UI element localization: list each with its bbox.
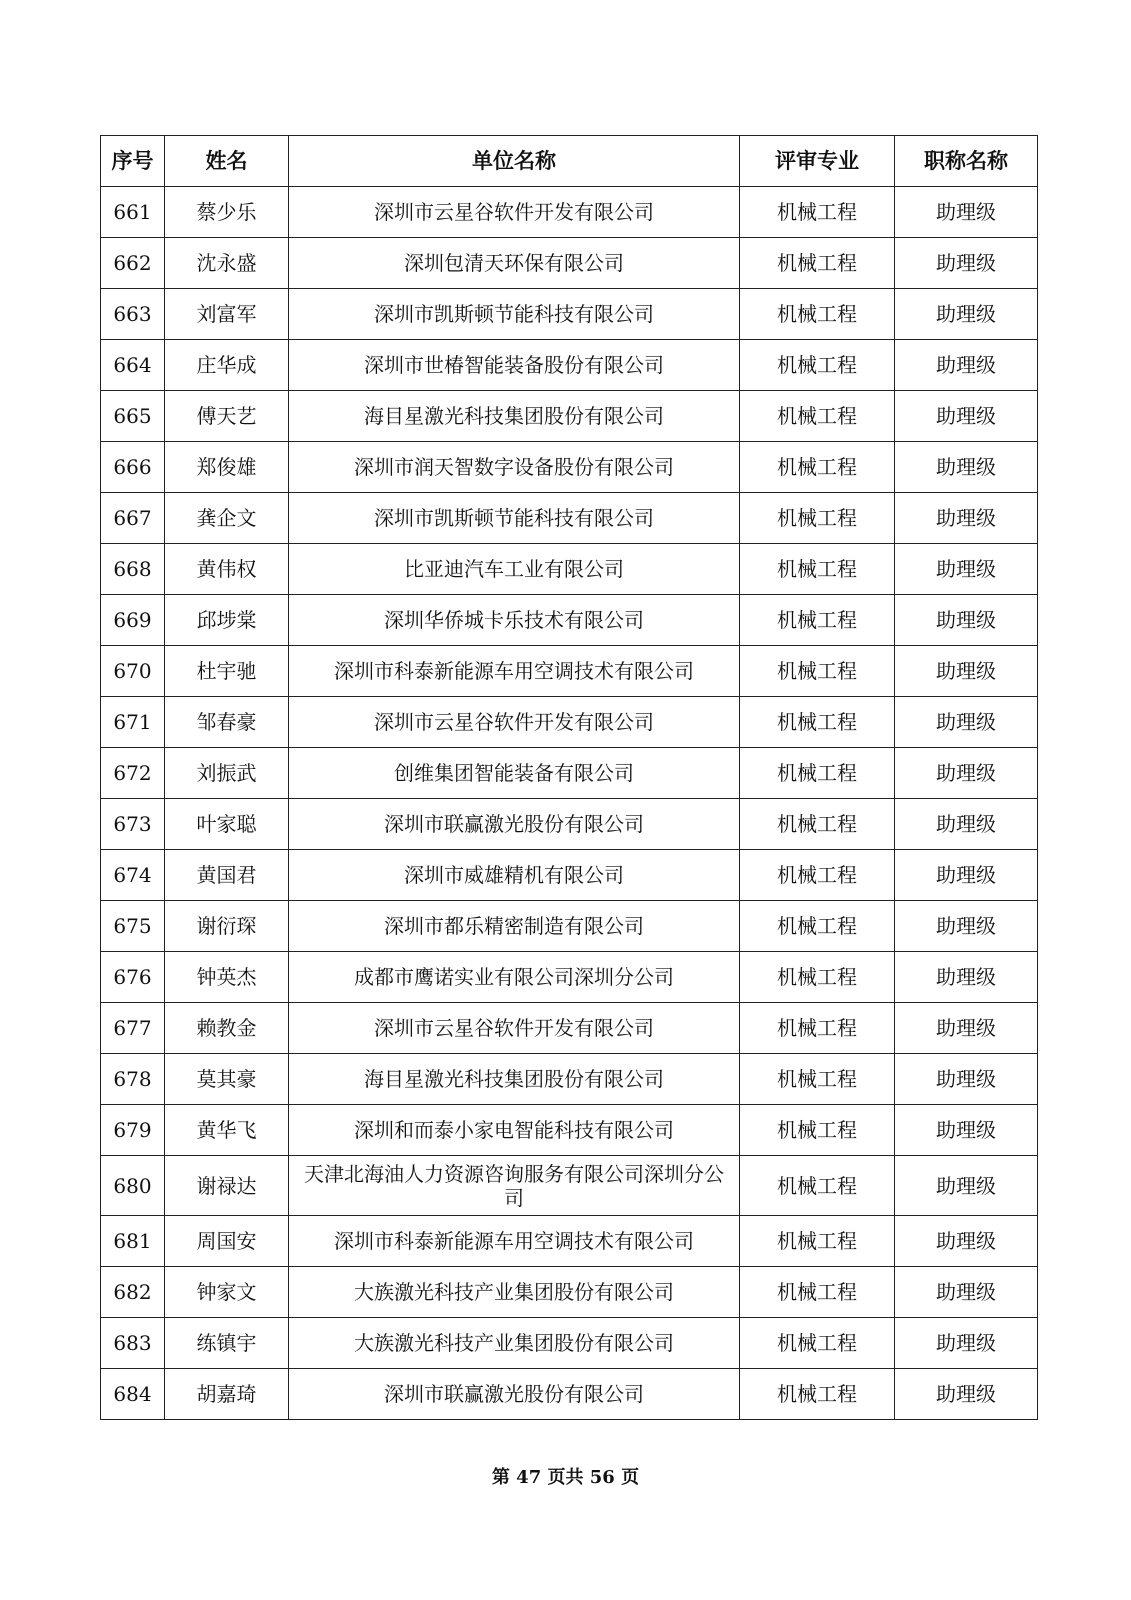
cell-name: 黄伟权 [165, 544, 289, 595]
cell-unit: 成都市鹰诺实业有限公司深圳分公司 [289, 952, 740, 1003]
cell-unit: 深圳和而泰小家电智能科技有限公司 [289, 1105, 740, 1156]
header-major: 评审专业 [740, 136, 895, 187]
cell-seq: 666 [101, 442, 165, 493]
cell-name: 龚企文 [165, 493, 289, 544]
cell-title: 助理级 [895, 850, 1038, 901]
cell-name: 黄国君 [165, 850, 289, 901]
cell-major: 机械工程 [740, 391, 895, 442]
cell-seq: 670 [101, 646, 165, 697]
cell-title: 助理级 [895, 1156, 1038, 1216]
cell-seq: 672 [101, 748, 165, 799]
cell-title: 助理级 [895, 799, 1038, 850]
table-row [101, 1369, 1038, 1420]
table-row [101, 697, 1038, 748]
cell-major: 机械工程 [740, 1105, 895, 1156]
page-number-footer: 第 47 页共 56 页 [491, 1467, 640, 1488]
cell-title: 助理级 [895, 952, 1038, 1003]
roster-table [100, 135, 1038, 1420]
table-row [101, 1156, 1038, 1216]
cell-name: 练镇宇 [165, 1318, 289, 1369]
cell-seq: 668 [101, 544, 165, 595]
cell-seq: 675 [101, 901, 165, 952]
cell-unit: 深圳市云星谷软件开发有限公司 [289, 697, 740, 748]
cell-title: 助理级 [895, 1003, 1038, 1054]
cell-name: 刘振武 [165, 748, 289, 799]
cell-title: 助理级 [895, 1216, 1038, 1267]
cell-unit: 深圳市凯斯顿节能科技有限公司 [289, 289, 740, 340]
cell-name: 邹春豪 [165, 697, 289, 748]
cell-unit: 天津北海油人力资源咨询服务有限公司深圳分公司 [289, 1156, 740, 1216]
cell-major: 机械工程 [740, 442, 895, 493]
cell-major: 机械工程 [740, 952, 895, 1003]
table-header-row [101, 136, 1038, 187]
cell-name: 傅天艺 [165, 391, 289, 442]
cell-name: 庄华成 [165, 340, 289, 391]
cell-title: 助理级 [895, 187, 1038, 238]
cell-title: 助理级 [895, 289, 1038, 340]
cell-name: 蔡少乐 [165, 187, 289, 238]
cell-unit: 深圳包清天环保有限公司 [289, 238, 740, 289]
table-row [101, 544, 1038, 595]
cell-unit: 深圳市科泰新能源车用空调技术有限公司 [289, 646, 740, 697]
cell-name: 黄华飞 [165, 1105, 289, 1156]
header-seq: 序号 [101, 136, 165, 187]
cell-major: 机械工程 [740, 544, 895, 595]
table-row [101, 238, 1038, 289]
cell-title: 助理级 [895, 493, 1038, 544]
cell-unit: 比亚迪汽车工业有限公司 [289, 544, 740, 595]
cell-major: 机械工程 [740, 1054, 895, 1105]
cell-unit: 深圳市润天智数字设备股份有限公司 [289, 442, 740, 493]
cell-title: 助理级 [895, 748, 1038, 799]
cell-name: 谢禄达 [165, 1156, 289, 1216]
cell-title: 助理级 [895, 646, 1038, 697]
cell-major: 机械工程 [740, 1156, 895, 1216]
cell-major: 机械工程 [740, 850, 895, 901]
cell-title: 助理级 [895, 544, 1038, 595]
cell-seq: 680 [101, 1156, 165, 1216]
cell-name: 莫其豪 [165, 1054, 289, 1105]
cell-title: 助理级 [895, 442, 1038, 493]
cell-seq: 676 [101, 952, 165, 1003]
cell-seq: 677 [101, 1003, 165, 1054]
cell-name: 谢衍琛 [165, 901, 289, 952]
cell-name: 叶家聪 [165, 799, 289, 850]
table-row [101, 1267, 1038, 1318]
cell-seq: 678 [101, 1054, 165, 1105]
cell-unit: 深圳市云星谷软件开发有限公司 [289, 1003, 740, 1054]
cell-title: 助理级 [895, 1105, 1038, 1156]
table-row [101, 748, 1038, 799]
table-row [101, 646, 1038, 697]
cell-seq: 673 [101, 799, 165, 850]
cell-seq: 664 [101, 340, 165, 391]
header-name: 姓名 [165, 136, 289, 187]
cell-name: 郑俊雄 [165, 442, 289, 493]
cell-seq: 669 [101, 595, 165, 646]
cell-major: 机械工程 [740, 748, 895, 799]
cell-unit: 深圳市科泰新能源车用空调技术有限公司 [289, 1216, 740, 1267]
cell-title: 助理级 [895, 1267, 1038, 1318]
cell-name: 钟英杰 [165, 952, 289, 1003]
cell-seq: 671 [101, 697, 165, 748]
cell-name: 胡嘉琦 [165, 1369, 289, 1420]
cell-unit: 深圳市都乐精密制造有限公司 [289, 901, 740, 952]
cell-seq: 663 [101, 289, 165, 340]
cell-unit: 创维集团智能装备有限公司 [289, 748, 740, 799]
table-row [101, 901, 1038, 952]
cell-title: 助理级 [895, 595, 1038, 646]
cell-unit: 深圳市联赢激光股份有限公司 [289, 799, 740, 850]
table-row [101, 595, 1038, 646]
cell-seq: 667 [101, 493, 165, 544]
table-body [101, 187, 1038, 1420]
cell-title: 助理级 [895, 901, 1038, 952]
table-row [101, 187, 1038, 238]
cell-major: 机械工程 [740, 646, 895, 697]
table-row [101, 493, 1038, 544]
cell-major: 机械工程 [740, 1216, 895, 1267]
cell-unit: 深圳市世椿智能装备股份有限公司 [289, 340, 740, 391]
cell-title: 助理级 [895, 697, 1038, 748]
table-row [101, 1105, 1038, 1156]
cell-title: 助理级 [895, 1054, 1038, 1105]
cell-major: 机械工程 [740, 340, 895, 391]
cell-name: 邱埗棠 [165, 595, 289, 646]
cell-seq: 682 [101, 1267, 165, 1318]
cell-seq: 662 [101, 238, 165, 289]
table-row [101, 391, 1038, 442]
cell-unit: 深圳华侨城卡乐技术有限公司 [289, 595, 740, 646]
cell-major: 机械工程 [740, 238, 895, 289]
table-row [101, 1054, 1038, 1105]
cell-major: 机械工程 [740, 1369, 895, 1420]
cell-major: 机械工程 [740, 1267, 895, 1318]
cell-title: 助理级 [895, 391, 1038, 442]
table-row [101, 1318, 1038, 1369]
cell-unit: 深圳市联赢激光股份有限公司 [289, 1369, 740, 1420]
cell-major: 机械工程 [740, 799, 895, 850]
cell-seq: 679 [101, 1105, 165, 1156]
cell-name: 赖教金 [165, 1003, 289, 1054]
cell-name: 沈永盛 [165, 238, 289, 289]
table-row [101, 799, 1038, 850]
header-title: 职称名称 [895, 136, 1038, 187]
cell-name: 刘富军 [165, 289, 289, 340]
cell-unit: 深圳市凯斯顿节能科技有限公司 [289, 493, 740, 544]
table-row [101, 442, 1038, 493]
cell-major: 机械工程 [740, 1003, 895, 1054]
cell-unit: 深圳市威雄精机有限公司 [289, 850, 740, 901]
cell-major: 机械工程 [740, 595, 895, 646]
table-row [101, 340, 1038, 391]
cell-name: 钟家文 [165, 1267, 289, 1318]
cell-seq: 665 [101, 391, 165, 442]
cell-name: 周国安 [165, 1216, 289, 1267]
cell-seq: 683 [101, 1318, 165, 1369]
cell-title: 助理级 [895, 340, 1038, 391]
cell-name: 杜宇驰 [165, 646, 289, 697]
cell-unit: 海目星激光科技集团股份有限公司 [289, 391, 740, 442]
cell-seq: 684 [101, 1369, 165, 1420]
cell-major: 机械工程 [740, 187, 895, 238]
table-row [101, 850, 1038, 901]
cell-major: 机械工程 [740, 697, 895, 748]
table-row [101, 952, 1038, 1003]
table-row [101, 289, 1038, 340]
table-row [101, 1216, 1038, 1267]
cell-unit: 深圳市云星谷软件开发有限公司 [289, 187, 740, 238]
cell-seq: 674 [101, 850, 165, 901]
header-unit: 单位名称 [289, 136, 740, 187]
cell-title: 助理级 [895, 238, 1038, 289]
table-row [101, 1003, 1038, 1054]
cell-unit: 大族激光科技产业集团股份有限公司 [289, 1318, 740, 1369]
cell-major: 机械工程 [740, 493, 895, 544]
cell-major: 机械工程 [740, 901, 895, 952]
cell-unit: 大族激光科技产业集团股份有限公司 [289, 1267, 740, 1318]
cell-major: 机械工程 [740, 289, 895, 340]
cell-title: 助理级 [895, 1369, 1038, 1420]
cell-title: 助理级 [895, 1318, 1038, 1369]
cell-seq: 681 [101, 1216, 165, 1267]
cell-seq: 661 [101, 187, 165, 238]
cell-unit: 海目星激光科技集团股份有限公司 [289, 1054, 740, 1105]
cell-major: 机械工程 [740, 1318, 895, 1369]
